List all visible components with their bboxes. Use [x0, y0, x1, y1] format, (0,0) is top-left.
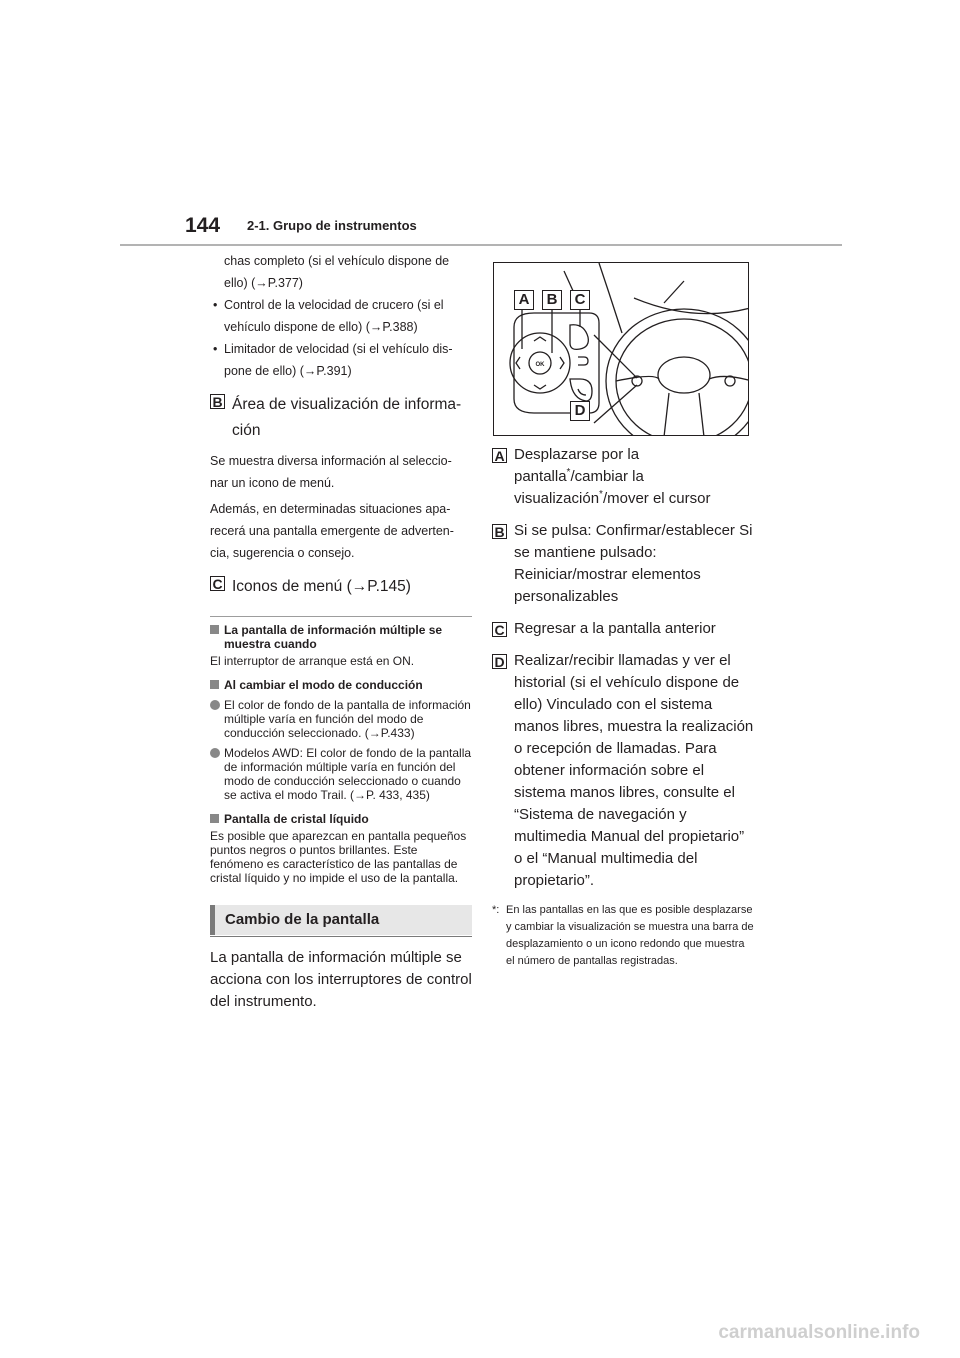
- circle-item-text: El color de fondo de la pantalla de información múltiple varía en función del modo de conducción seleccionado. (→P.433): [224, 698, 471, 740]
- item-b-line-1: Área de visualización de informa-: [232, 396, 462, 413]
- item-c: [492, 618, 754, 640]
- circle-bullet-icon: [210, 748, 220, 758]
- band-underline: [210, 936, 472, 937]
- label-a-box: A: [492, 448, 507, 463]
- circle-item-text: Modelos AWD: El color de fondo de la pantalla de información múltiple varía en función del modo de conducción seleccionado o cuando se activa el modo Trail. (→P. 433, 435): [224, 746, 472, 802]
- figure-label-c: C: [570, 290, 590, 310]
- note-heading: [210, 678, 472, 692]
- footnote-mark: *:: [492, 904, 500, 916]
- item-a: [492, 444, 754, 510]
- figure-label-b: B: [542, 290, 562, 310]
- bullet-item: [210, 294, 472, 316]
- item-a-text-3: /mover el cursor: [602, 490, 711, 507]
- header-rule: [120, 244, 842, 246]
- note-heading-text: Pantalla de cristal líquido: [224, 812, 369, 826]
- note-text: El interruptor de arranque está en ON.: [210, 654, 415, 668]
- item-b-text: Si se pulsa: Confirmar/establecer Si se mantiene pulsado: Reiniciar/mostrar elementos personalizables: [514, 522, 753, 605]
- item-c-heading: [210, 574, 472, 600]
- note-text: Es posible que aparezcan en pantalla pequeños puntos negros o puntos brillantes. Este fenómeno es característico de las pantallas de cristal líquido y no impide el uso de la pantalla.: [210, 829, 467, 885]
- bullet-text: Limitador de velocidad (si el vehículo dis-: [224, 342, 453, 356]
- note-heading: [210, 623, 472, 651]
- label-c-box: C: [492, 622, 507, 637]
- desc-line: cia, sugerencia o consejo.: [210, 546, 355, 560]
- cont-line-2: ello) (→P.377): [224, 276, 303, 290]
- steering-wheel-figure: [493, 262, 749, 436]
- note-heading-text: La pantalla de información múltiple se muestra cuando: [224, 623, 443, 651]
- note-heading-text: Al cambiar el modo de conducción: [224, 678, 423, 692]
- footnote: [492, 902, 754, 970]
- asterisk: *: [599, 489, 603, 500]
- footnote-text: En las pantallas en las que es posible desplazarse y cambiar la visualización se muestra una barra de desplazamiento o un icono redondo que muestra el número de pantallas registradas.: [506, 904, 754, 967]
- desc-line: nar un icono de menú.: [210, 476, 335, 490]
- asterisk: *: [566, 467, 571, 478]
- item-b: [492, 520, 754, 608]
- bullet-text: Control de la velocidad de crucero (si el: [224, 298, 444, 312]
- square-bullet-icon: [210, 814, 219, 823]
- square-bullet-icon: [210, 625, 219, 634]
- item-d-text: Realizar/recibir llamadas y ver el historial (si el vehículo dispone de ello) Vinculado con el sistema manos libres, muestra la realización o recepción de llamadas. Para obtener información sobre el sistema manos libres, consulte el “Sistema de navegación y multimedia Manual del propietario” o el “Manual multimedia del propietario”.: [514, 652, 754, 889]
- body-paragraph: La pantalla de información múltiple se acciona con los interruptores de control del instrumento.: [210, 949, 472, 1010]
- left-column: [210, 250, 472, 1013]
- circle-item: [210, 698, 472, 740]
- ok-text: OK: [535, 362, 545, 368]
- item-c-text: Iconos de menú (→P.145): [232, 578, 411, 595]
- item-a-text-1: Desplazarse por la pantalla: [514, 446, 640, 485]
- note-heading: [210, 812, 472, 826]
- bullet-item: [210, 338, 472, 360]
- circle-bullet-icon: [210, 700, 220, 710]
- right-column-items: [492, 444, 754, 970]
- desc-line: recerá una pantalla emergente de adverten-: [210, 524, 454, 538]
- item-a-text-2: /cambiar la visualización: [514, 468, 644, 507]
- desc-line: Además, en determinadas situaciones apa-: [210, 502, 451, 516]
- bullet-dot: •: [213, 298, 218, 312]
- bullet-dot: •: [213, 342, 218, 356]
- band-title: Cambio de la pantalla: [225, 911, 380, 928]
- watermark: carmanualsonline.info: [718, 1322, 920, 1343]
- label-d-box: D: [492, 654, 507, 669]
- note-rule: [210, 616, 472, 617]
- desc-line: Se muestra diversa información al seleccio-: [210, 454, 452, 468]
- label-c-box: C: [210, 576, 225, 591]
- steering-wheel-illustration: [494, 263, 749, 436]
- item-b-heading: [210, 392, 472, 444]
- section-title: 2-1. Grupo de instrumentos: [247, 218, 417, 233]
- figure-label-a: A: [514, 290, 534, 310]
- bullet-text-cont: pone de ello) (→P.391): [224, 364, 352, 378]
- square-bullet-icon: [210, 680, 219, 689]
- cont-line-1: chas completo (si el vehículo dispone de: [224, 254, 450, 268]
- label-b-box: B: [492, 524, 507, 539]
- figure-label-d: D: [570, 401, 590, 421]
- circle-item: [210, 746, 472, 802]
- label-b-box: B: [210, 394, 225, 409]
- item-b-line-2: ción: [232, 422, 261, 439]
- item-b-description: [210, 450, 472, 564]
- page-number: 144: [185, 214, 221, 237]
- item-d: [492, 650, 754, 892]
- section-band: [210, 905, 472, 935]
- bullet-text-cont: vehículo dispone de ello) (→P.388): [224, 320, 418, 334]
- item-c-text: Regresar a la pantalla anterior: [514, 620, 716, 637]
